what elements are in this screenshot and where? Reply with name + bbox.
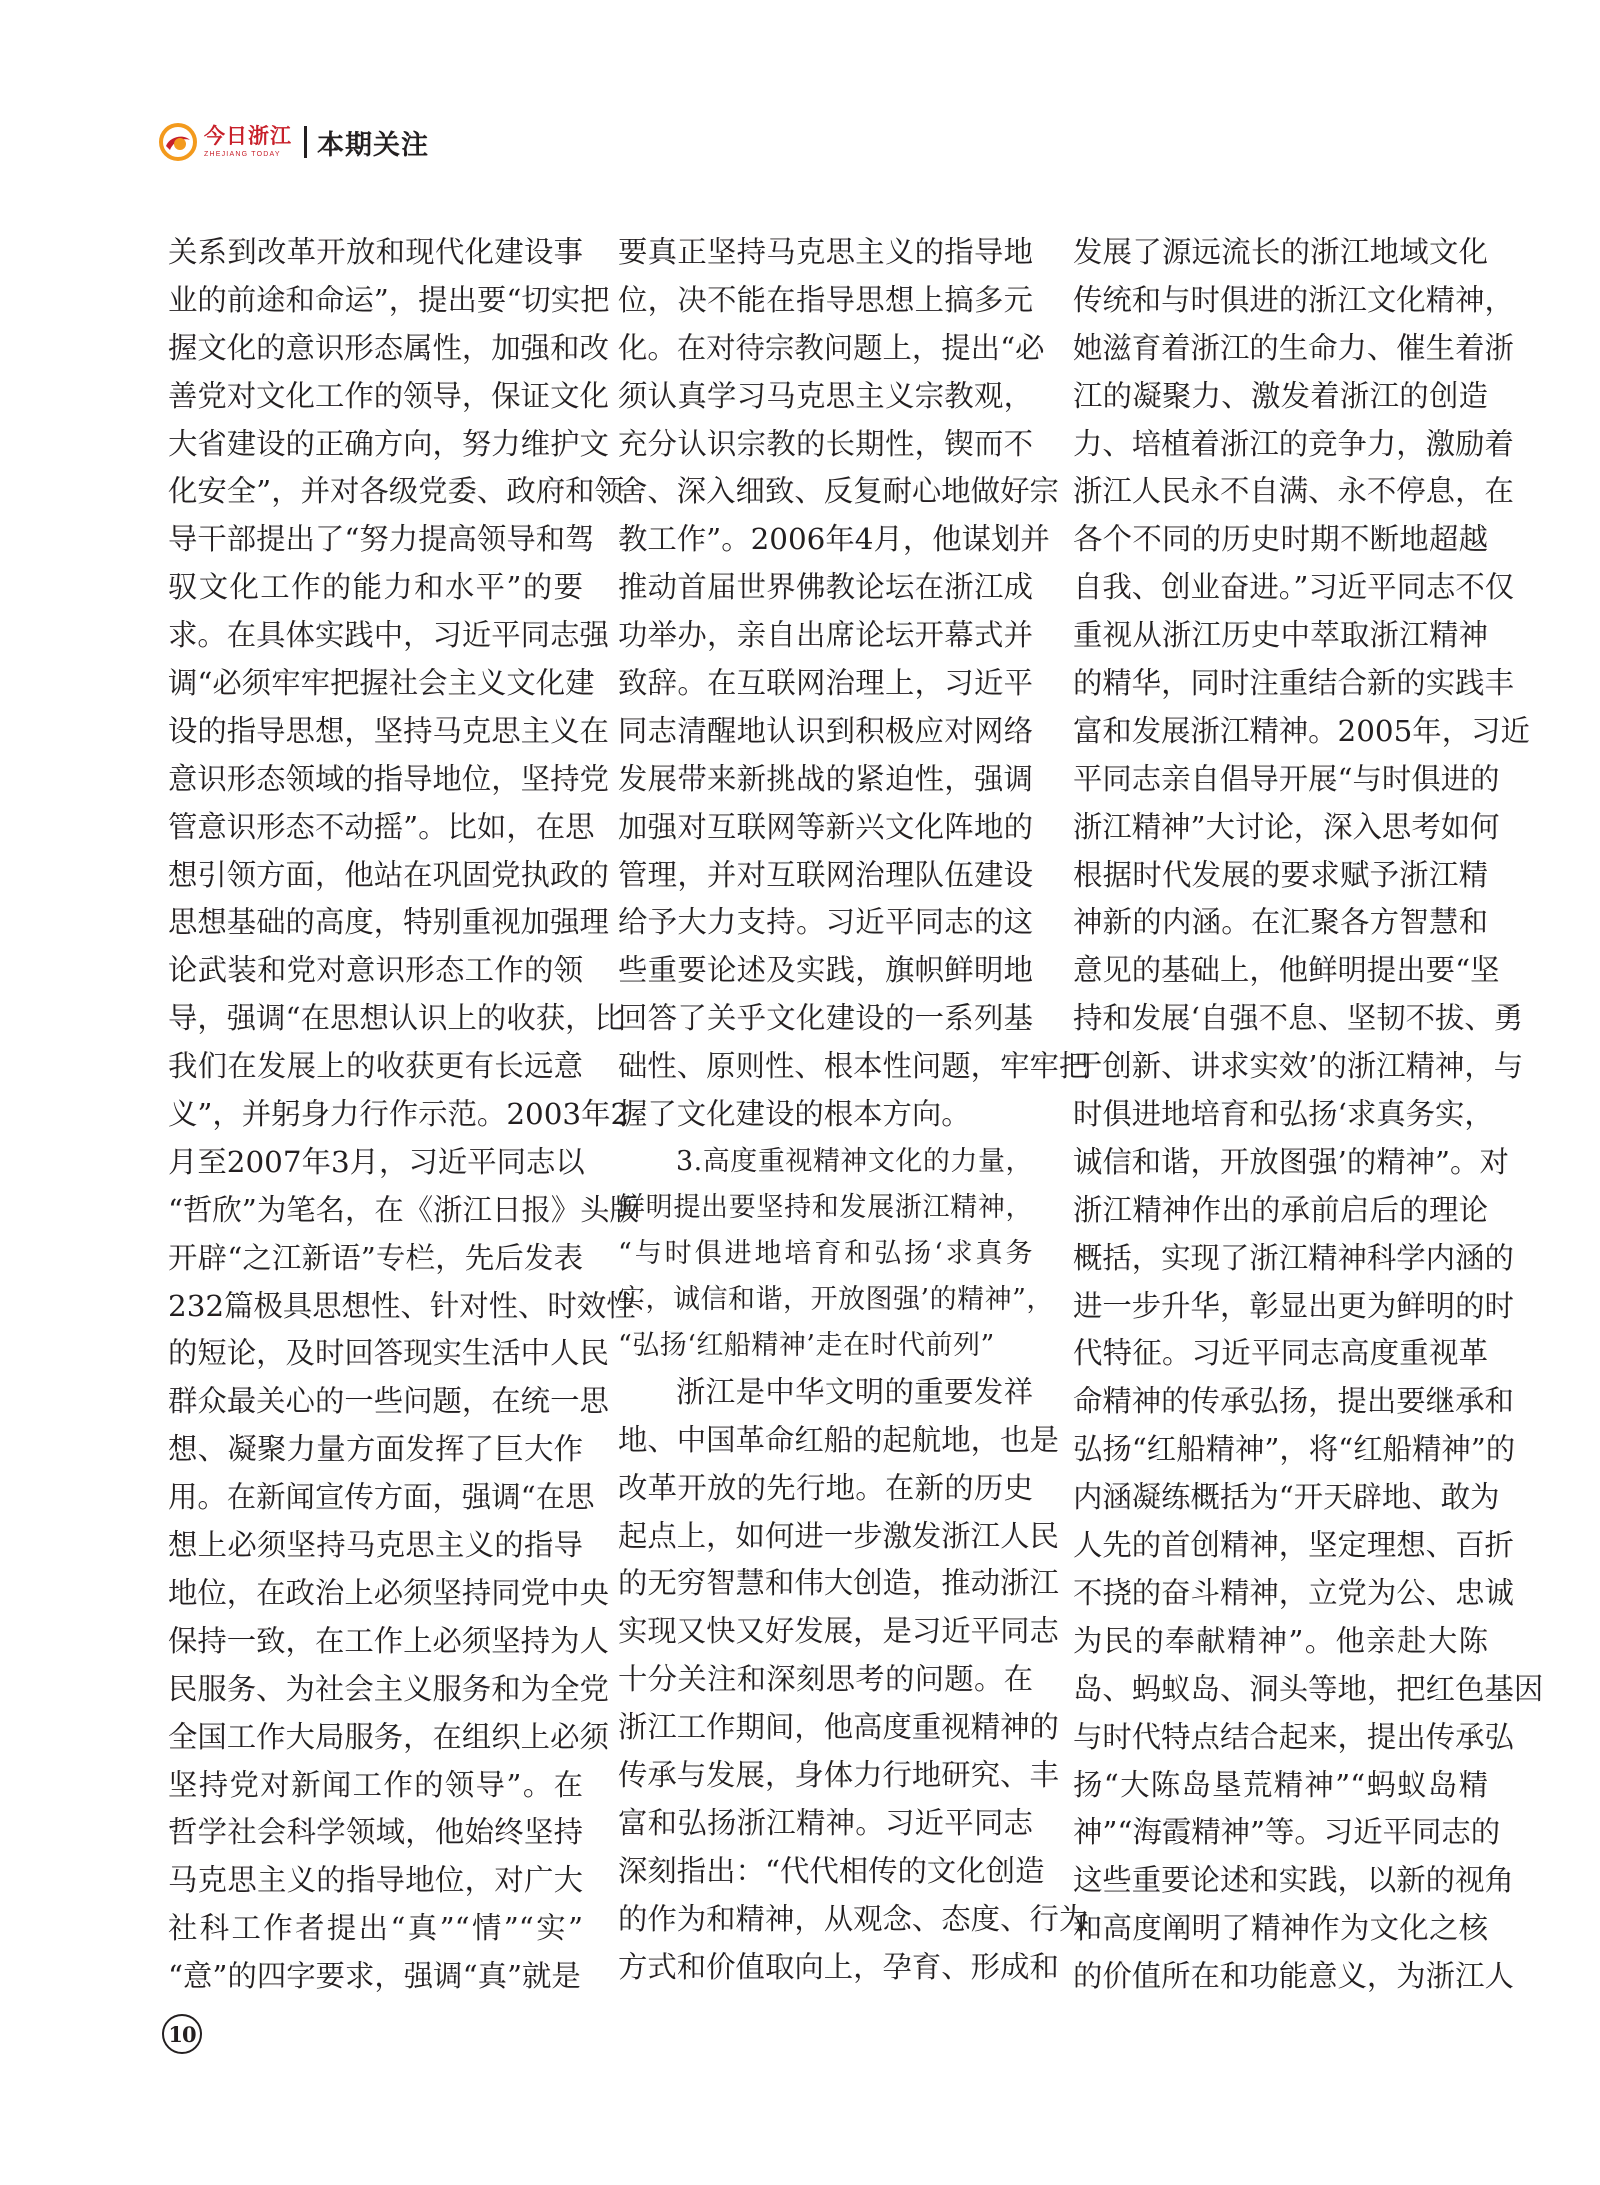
- text-line: 弘扬“红船精神”，将“红船精神”的: [1073, 1432, 1516, 1467]
- text-line: 位，决不能在指导思想上搞多元: [618, 282, 1033, 317]
- text-line: “意”的四字要求，强调“真”就是: [168, 1959, 581, 1994]
- text-line: 给予大力支持。习近平同志的这: [618, 905, 1033, 940]
- text-line: 富和弘扬浙江精神。习近平同志: [618, 1805, 1033, 1840]
- text-line: 起点上，如何进一步激发浙江人民: [618, 1518, 1059, 1553]
- text-line: 关系到改革开放和现代化建设事: [168, 235, 583, 269]
- text-line: 业的前途和命运”，提出要“切实把: [168, 282, 610, 317]
- text-line: 神新的内涵。在汇聚各方智慧和: [1073, 905, 1488, 940]
- text-line: 人先的首创精神，坚定理想、百折: [1073, 1528, 1514, 1563]
- text-line: 的精华，同时注重结合新的实践丰: [1073, 666, 1514, 701]
- text-line: 哲学社会科学领域，他始终坚持: [168, 1815, 583, 1850]
- text-line: 社科工作者提出“真”“情”“实”: [168, 1911, 583, 1946]
- text-line: 管意识形态不动摇”。比如，在思: [168, 809, 595, 844]
- text-line: 传统和与时俱进的浙江文化精神，: [1073, 282, 1514, 317]
- text-line: 的无穷智慧和伟大创造，推动浙江: [618, 1566, 1059, 1601]
- text-line: 概括，实现了浙江精神科学内涵的: [1073, 1240, 1514, 1275]
- text-line: 平同志亲自倡导开展“与时俱进的: [1073, 761, 1500, 796]
- text-line: 不挠的奋斗精神，立党为公、忠诚: [1073, 1575, 1514, 1610]
- text-line: 十分关注和深刻思考的问题。在: [618, 1662, 1033, 1697]
- text-line: 代特征。习近平同志高度重视革: [1073, 1336, 1488, 1371]
- text-line: 她滋育着浙江的生命力、催生着浙: [1073, 330, 1514, 365]
- text-line: 全国工作大局服务，在组织上必须: [168, 1719, 609, 1754]
- page-header: [158, 112, 429, 172]
- text-line: 扬“大陈岛垦荒精神”“蚂蚁岛精: [1073, 1767, 1488, 1802]
- text-line: 求。在具体实践中，习近平同志强: [168, 618, 609, 653]
- text-line: 命精神的传承弘扬，提出要继承和: [1073, 1384, 1514, 1419]
- text-line: 思想基础的高度，特别重视加强理: [168, 905, 609, 940]
- text-line: 232篇极具思想性、针对性、时效性: [168, 1288, 636, 1323]
- text-line: 马克思主义的指导地位，对广大: [168, 1863, 583, 1898]
- text-line: 江的凝聚力、激发着浙江的创造: [1073, 378, 1488, 413]
- text-line: 和高度阐明了精神作为文化之核: [1073, 1911, 1488, 1946]
- text-line: 浙江工作期间，他高度重视精神的: [618, 1710, 1059, 1745]
- text-line: 的作为和精神，从观念、态度、行为: [618, 1901, 1089, 1936]
- text-line: 推动首届世界佛教论坛在浙江成: [618, 570, 1033, 605]
- text-line: 实现又快又好发展，是习近平同志: [618, 1614, 1059, 1649]
- text-line: 要真正坚持马克思主义的指导地: [618, 235, 1033, 269]
- text-line: 方式和价值取向上，孕育、形成和: [618, 1949, 1059, 1984]
- text-line: 进一步升华，彰显出更为鲜明的时: [1073, 1288, 1514, 1323]
- text-line: 于创新、讲求实效’的浙江精神，与: [1073, 1049, 1524, 1084]
- text-line: 这些重要论述和实践，以新的视角: [1073, 1863, 1514, 1898]
- text-line: 力、培植着浙江的竞争力，激励着: [1073, 426, 1514, 461]
- text-line: 浙江精神作出的承前启后的理论: [1073, 1192, 1488, 1227]
- text-line: 导干部提出了“努力提高领导和驾: [168, 522, 595, 557]
- text-line: 调“必须牢牢把握社会主义文化建: [168, 666, 595, 701]
- text-line: 回答了关乎文化建设的一系列基: [618, 1001, 1033, 1036]
- text-line: 功举办，亲自出席论坛开幕式并: [618, 618, 1033, 653]
- text-line: 教工作”。2006年4月，他谋划并: [618, 522, 1050, 557]
- text-line: 持和发展‘自强不息、坚韧不拔、勇: [1073, 1001, 1524, 1036]
- text-line: 时俱进地培育和弘扬‘求真务实，: [1073, 1097, 1494, 1132]
- text-line: 发展了源远流长的浙江地域文化: [1073, 235, 1488, 269]
- text-line: “弘扬‘红船精神’走在时代前列”: [618, 1329, 995, 1361]
- logo-text: [204, 126, 292, 158]
- text-line: 民服务、为社会主义服务和为全党: [168, 1671, 609, 1706]
- text-line: 意识形态领域的指导地位，坚持党: [168, 761, 609, 796]
- text-line: 神”“海霞精神”等。习近平同志的: [1073, 1815, 1501, 1850]
- text-line: 设的指导思想，坚持马克思主义在: [168, 713, 609, 748]
- sun-swirl-logo-icon: [158, 122, 198, 162]
- text-line: 传承与发展，身体力行地研究、丰: [618, 1758, 1059, 1793]
- text-line: 岛、蚂蚁岛、洞头等地，把红色基因: [1073, 1671, 1544, 1706]
- text-line: 保持一致，在工作上必须坚持为人: [168, 1623, 609, 1658]
- text-line: 内涵凝练概括为“开天辟地、敢为: [1073, 1480, 1500, 1515]
- text-line: 舍、深入细致、反复耐心地做好宗: [618, 474, 1059, 509]
- text-line: 鲜明提出要坚持和发展浙江精神，: [618, 1191, 1033, 1223]
- text-line: 各个不同的历史时期不断地超越: [1073, 522, 1488, 557]
- text-line: 义”，并躬身力行作示范。2003年2: [168, 1097, 630, 1132]
- text-line: 浙江精神”大讨论，深入思考如何: [1073, 809, 1500, 844]
- text-line: 论武装和党对意识形态工作的领: [168, 953, 583, 988]
- section-title: 本期关注: [317, 129, 429, 161]
- text-line: 为民的奉献精神”。他亲赴大陈: [1073, 1623, 1488, 1658]
- text-line: 想上必须坚持马克思主义的指导: [168, 1528, 583, 1563]
- text-line: 改革开放的先行地。在新的历史: [618, 1470, 1033, 1505]
- header-divider: [304, 126, 307, 158]
- text-line: 我们在发展上的收获更有长远意: [168, 1049, 583, 1084]
- text-line: 想、凝聚力量方面发挥了巨大作: [168, 1432, 583, 1467]
- text-line: 发展带来新挑战的紧迫性，强调: [618, 761, 1033, 796]
- page-number: 10: [162, 2014, 202, 2054]
- section-subheading: [618, 1139, 1054, 1369]
- text-line: 3.高度重视精神文化的力量，: [676, 1145, 1033, 1177]
- text-line: 群众最关心的一些问题，在统一思: [168, 1384, 609, 1419]
- text-line: “哲欣”为笔名，在《浙江日报》头版: [168, 1192, 639, 1227]
- text-line: 浙江是中华文明的重要发祥: [676, 1374, 1033, 1409]
- text-line: 深刻指出：“代代相传的文化创造: [618, 1853, 1045, 1888]
- text-line: 月至2007年3月，习近平同志以: [168, 1144, 585, 1179]
- text-line: 善党对文化工作的领导，保证文化: [168, 378, 609, 413]
- text-line: 浙江人民永不自满、永不停息，在: [1073, 474, 1514, 509]
- text-line: 富和发展浙江精神。2005年，习近: [1073, 713, 1530, 748]
- text-line: “与时俱进地培育和弘扬‘求真务: [618, 1237, 1033, 1269]
- text-line: 管理，并对互联网治理队伍建设: [618, 857, 1033, 892]
- text-line: 实，诚信和谐，开放图强’的精神”，: [618, 1283, 1054, 1315]
- text-line: 自我、创业奋进。”习近平同志不仅: [1073, 570, 1515, 605]
- column-2-paragraph-top: [618, 229, 1089, 1139]
- text-line: 化安全”，并对各级党委、政府和领: [168, 474, 624, 509]
- text-line: 充分认识宗教的长期性，锲而不: [618, 426, 1033, 461]
- text-line: 些重要论述及实践，旗帜鲜明地: [618, 953, 1033, 988]
- text-column-1: [168, 229, 639, 2001]
- text-line: 化。在对待宗教问题上，提出“必: [618, 330, 1045, 365]
- text-line: 用。在新闻宣传方面，强调“在思: [168, 1480, 595, 1515]
- text-line: 坚持党对新闻工作的领导”。在: [168, 1767, 583, 1802]
- text-line: 开辟“之江新语”专栏，先后发表: [168, 1240, 583, 1275]
- text-line: 大省建设的正确方向，努力维护文: [168, 426, 609, 461]
- text-line: 加强对互联网等新兴文化阵地的: [618, 809, 1033, 844]
- text-line: 导，强调“在思想认识上的收获，比: [168, 1001, 624, 1036]
- text-line: 地、中国革命红船的起航地，也是: [618, 1422, 1059, 1457]
- column-2-paragraph-bottom: [618, 1369, 1089, 1992]
- text-line: 同志清醒地认识到积极应对网络: [618, 713, 1033, 748]
- logo-english-name: ZHEJIANG TODAY: [204, 151, 281, 158]
- text-line: 握了文化建设的根本方向。: [618, 1097, 971, 1132]
- text-line: 础性、原则性、根本性问题，牢牢把: [618, 1049, 1089, 1084]
- text-column-2: [618, 229, 1089, 1992]
- text-line: 诚信和谐，开放图强’的精神”。对: [1073, 1144, 1509, 1179]
- text-line: 与时代特点结合起来，提出传承弘: [1073, 1719, 1514, 1754]
- text-line: 致辞。在互联网治理上，习近平: [618, 666, 1033, 701]
- text-line: 地位，在政治上必须坚持同党中央: [168, 1575, 609, 1610]
- logo-chinese-name: 今日浙江: [204, 124, 292, 148]
- text-line: 意见的基础上，他鲜明提出要“坚: [1073, 953, 1500, 988]
- text-line: 驭文化工作的能力和水平”的要: [168, 570, 583, 605]
- text-line: 根据时代发展的要求赋予浙江精: [1073, 857, 1488, 892]
- magazine-logo: [158, 122, 292, 162]
- text-line: 的短论，及时回答现实生活中人民: [168, 1336, 609, 1371]
- text-line: 想引领方面，他站在巩固党执政的: [168, 857, 609, 892]
- text-line: 握文化的意识形态属性，加强和改: [168, 330, 609, 365]
- text-column-3: [1073, 229, 1544, 2001]
- text-line: 重视从浙江历史中萃取浙江精神: [1073, 618, 1488, 653]
- text-line: 的价值所在和功能意义，为浙江人: [1073, 1959, 1514, 1994]
- text-line: 须认真学习马克思主义宗教观，: [618, 378, 1033, 413]
